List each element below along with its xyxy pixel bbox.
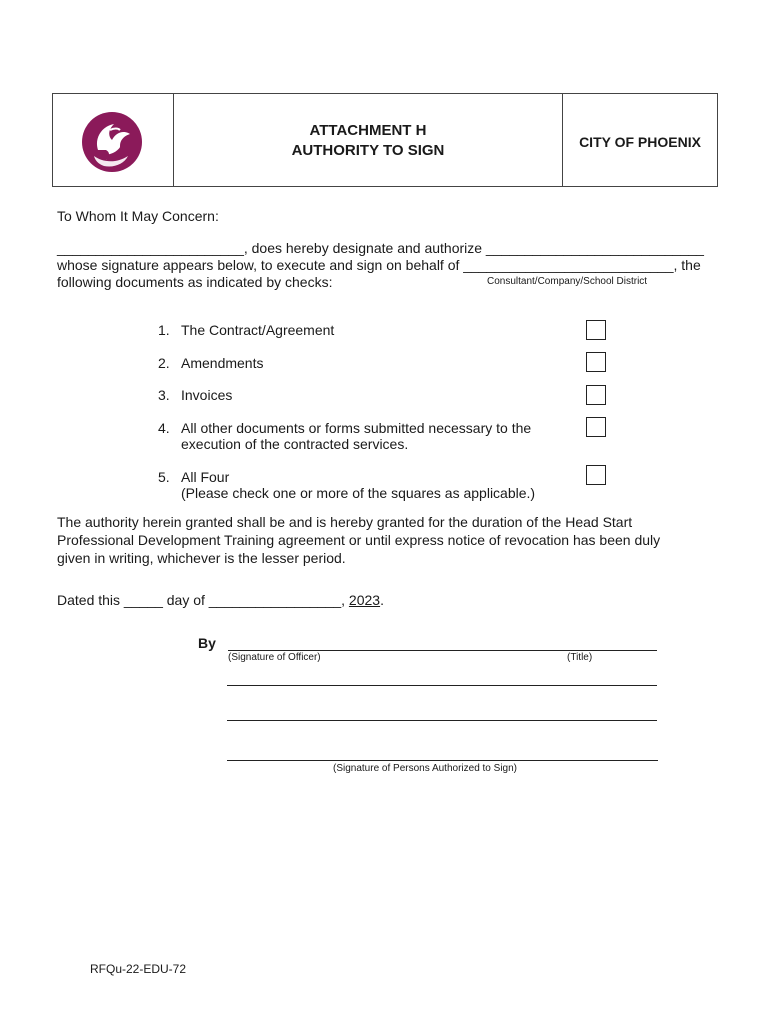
document-id-footer: RFQu-22-EDU-72: [90, 962, 187, 976]
authority-line-2: Professional Development Training agreement or until express notice of revocation has been duly: [57, 532, 661, 548]
title-label: (Title): [567, 652, 593, 663]
item-4-checkbox[interactable]: [586, 417, 606, 437]
dated-year: 2023: [348, 592, 381, 608]
consultant-sublabel: Consultant/Company/School District: [487, 276, 648, 287]
designation-line-2: whose signature appears below, to execute and sign on behalf of ___________________________, the: [57, 257, 701, 273]
item-2-checkbox[interactable]: [586, 352, 606, 372]
item-3-checkbox[interactable]: [586, 385, 606, 405]
authorized-signature-line-2[interactable]: [227, 720, 657, 721]
item-5-checkbox[interactable]: [586, 465, 606, 485]
item-1-text: The Contract/Agreement: [181, 322, 335, 338]
item-4-number: 4.: [158, 420, 170, 436]
by-label: By: [198, 635, 216, 651]
title-cell: [174, 94, 563, 186]
dated-suffix: .: [380, 592, 384, 608]
item-2-text: Amendments: [181, 355, 264, 371]
document-title: AUTHORITY TO SIGN: [291, 142, 445, 159]
item-1-checkbox[interactable]: [586, 320, 606, 340]
authority-line-1: The authority herein granted shall be and is hereby granted for the duration of the Head Start: [57, 514, 633, 530]
logo-cell: [53, 94, 174, 186]
dated-prefix: Dated this _____ day of _________________,: [57, 592, 349, 608]
persons-authorized-label: (Signature of Persons Authorized to Sign): [333, 763, 517, 774]
greeting: To Whom It May Concern:: [57, 208, 219, 224]
city-cell: [563, 94, 717, 186]
authorized-signature-line-1[interactable]: [227, 685, 657, 686]
item-2-number: 2.: [158, 355, 170, 371]
item-4-text: All other documents or forms submitted necessary to the: [181, 420, 532, 436]
attachment-label: ATTACHMENT H: [309, 122, 427, 139]
item-1-number: 1.: [158, 322, 170, 338]
authority-line-3: given in writing, whichever is the lesser period.: [57, 550, 346, 566]
item-4-text-continued: execution of the contracted services.: [181, 436, 409, 452]
officer-signature-label: (Signature of Officer): [228, 652, 321, 663]
item-3-number: 3.: [158, 387, 170, 403]
authorized-signature-line-3[interactable]: [227, 760, 658, 761]
item-3-text: Invoices: [181, 387, 233, 403]
designation-line-3: following documents as indicated by checks:: [57, 274, 333, 290]
designation-line-1: ________________________, does hereby designate and authorize ____________________________: [57, 240, 704, 256]
city-name: CITY OF PHOENIX: [579, 134, 701, 150]
item-5-note: (Please check one or more of the squares as applicable.): [181, 485, 536, 501]
header-table: [52, 93, 718, 187]
dated-line: [57, 592, 384, 608]
officer-signature-line[interactable]: [228, 650, 657, 651]
item-5-text: All Four: [181, 469, 230, 485]
item-5-number: 5.: [158, 469, 170, 485]
phoenix-bird-logo-icon: [80, 110, 144, 174]
